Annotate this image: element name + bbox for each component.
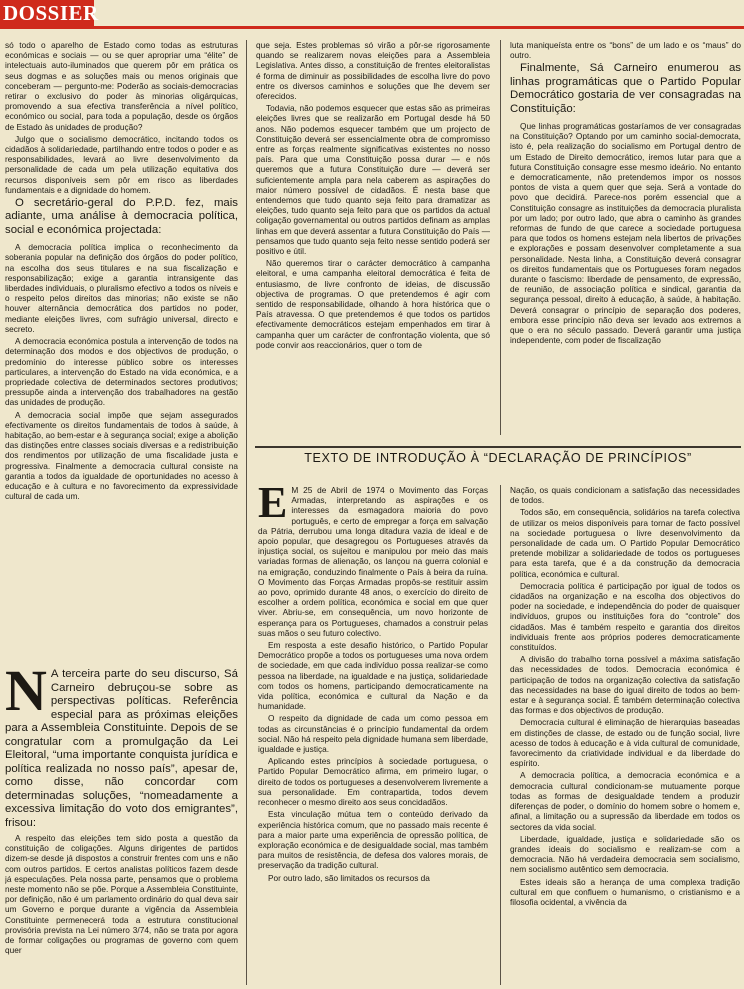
- column-divider: [500, 40, 501, 435]
- column-divider: [246, 40, 247, 985]
- paragraph: Democracia cultural é eliminação de hierarquias baseadas em distinções de classe, de estado ou de função social, livre acesso de todos à educação e à vida cultural de comunidade, favorecimento da criatividade individual e da liberdade do espírito.: [510, 717, 740, 769]
- drop-cap: E: [258, 485, 288, 527]
- paragraph: só todo o aparelho de Estado como todas as estruturas económicas e sociais — ou se quer apropriar uma “élite” de intelectuais auto-iluminados que querem pôr em prática os seus dogmas e as soluções mais ou menos originais que conceberam — pergunto-me: Poderão as sociais-democracias retirar o exclusivo do poder às minorias oligárquicas, promovendo a sua efectiva transferência a nível político, económico ou social, para toda a população, desde os órgãos de Estado às unidades de produção?: [5, 40, 238, 132]
- paragraph: Que linhas programáticas gostaríamos de ver consagradas na Constituição? Optando por um caminho social-democrata, isto é, pela realização do socialismo em Portugal dentro de um Estado de Direito democrático, iremos lutar para que a futura Constituição consagre esse mesmo ideário. No entanto e democraticamente, não pretendemos impor os nossos pontos de vista a quem quer que seja. Será a vontade do povo que decidirá. Parece-nos porém essencial que a Constituição consagre as instituições da democracia pluralista por um lado; por outro lado, que abra o caminho às grandes reformas de fundo de que carece a sociedade portuguesa para que todos os homens estejam nela libertos de privações e explorações e possam desenvolver completamente a sua personalidade. Nesta linha, a Constituição deverá consagrar os direitos fundamentais que os Portugueses foram negados durante o fascismo: liberdade de pensamento, de expressão, de reunião, de associação política e sindical, garantia da segurança pessoal, direito à educação, à saúde, à habitação. Deverá consagrar o princípio de separação dos poderes, embora esse princípio não deva ser levado aos extremos a que o era no século passado. Deverá garantir uma justiça independente, com poder de fiscalização: [510, 121, 741, 346]
- article-column-1b: [5, 833, 238, 987]
- paragraph: luta maniqueísta entre os “bons” de um lado e os “maus” do outro.: [510, 40, 741, 61]
- paragraph: A democracia política, a democracia económica e a democracia cultural condicionam-se mutuamente porque todas as formas de desigualdade tendem a produzir diferenças de poder, o domínio do homem sobre o homem e, afinal, a limitação ou a supressão da liberdade em todos os sectores da vida social.: [510, 770, 740, 832]
- paragraph: A democracia social impõe que sejam assegurados efectivamente os direitos fundamentais de todos à saúde, à habitação, ao bem-estar e à segurança social; exige a abolição das distinções entre classes sociais diversas e a redistribuição dos rendimentos por utilização de uma fiscalidade justa e progressiva. Finalmente a democracia cultural consiste na garantia a todos da igualdade de oportunidades no acesso à educação e à cultura e no favorecimento da expressividade cultural de cada um.: [5, 409, 238, 502]
- box-title: TEXTO DE INTRODUÇÃO À “DECLARAÇÃO DE PRINCÍPIOS”: [304, 451, 692, 465]
- lead-paragraph: O secretário-geral do P.P.D. fez, mais adiante, uma análise à democracia política, social e económica projectada:: [5, 197, 238, 236]
- paragraph: Por outro lado, são limitados os recursos da: [268, 872, 430, 883]
- column-divider: [500, 485, 501, 985]
- paragraph: que seja. Estes problemas só virão a pôr-se rigorosamente quando se realizarem novas eleições para a Assembleia Legislativa. Antes disso, a constituição de frentes eleitoralistas é forma de diminuir as possibilidades de escolha livre do povo entre os diversos caminhos e soluções que lhe devem ser oferecidos.: [256, 40, 490, 102]
- article-column-3: [510, 40, 741, 433]
- paragraph: Todos são, em consequência, solidários na tarefa colectiva de utilizar os meios disponíveis para tornar de facto possível na sociedade portuguesa o livre desenvolvimento da personalidade de cada um. O Partido Popular Democrático pretende mobilizar a solidariedade de todos os portugueses para esta tarefa, que é a da construção da democracia política, económica e cultural.: [510, 507, 740, 579]
- paragraph: Em resposta a este desafio histórico, o Partido Popular Democrático propõe a todos os portugueses uma nova ordem de sociedade, em que cada indivíduo possa realizar-se como pessoa na liberdade, na igualdade e na justiça, solidariedade com todos os homens, participando democraticamente na vida política, económica e cultural da Nação e da humanidade.: [258, 640, 488, 712]
- paragraph: A divisão do trabalho torna possível a máxima satisfação das necessidades de todos. Democracia económica é participação de todos na organização colectiva da satisfação das necessidades na base do igual direito de todos ao bem-estar e à segurança social. É também determinação colectiva das formas e dos objectivos de produção.: [510, 654, 740, 716]
- paragraph: A democracia política implica o reconhecimento da soberania popular na definição dos órgãos do poder político, na escolha dos seus titulares e na sua fiscalização e responsabilização; exige a garantia intransigente das liberdades individuais, o pluralismo efectivo a todos os níveis e o respeito pelos direitos das minorias; não existe se não houver alternância democrática dos partidos no poder, mediante eleições livres, com sufrágio universal, directo e secreto.: [5, 242, 238, 334]
- drop-cap: N: [5, 658, 47, 723]
- paragraph: Democracia política é participação por igual de todos os cidadãos na organização e na escolha dos objectivos do poder na sociedade, e independência do poder de quaisquer indivíduos, grupos ou instituições fora do “controle” dos cidadãos. Mas é também respeito e garantia dos direitos individuais frente aos próprios poderes democraticamente constituídos.: [510, 580, 740, 653]
- article-column-2: [256, 40, 490, 433]
- paragraph: O respeito da dignidade de cada um como pessoa em todas as circunstâncias é o princípio fundamental da ordem social. Não há respeito pela dignidade humana sem liberdade, igualdade e justiça.: [258, 713, 488, 755]
- paragraph: Esta vinculação mútua tem o conteúdo derivado da experiência histórica comum, que no passado mais recente é para a maior parte uma experiência de opressão política, de exploração económica e de desigualdade social, mas também para muitos de resistência, de defesa dos valores morais, de preservação da tradição cultural.: [258, 809, 488, 871]
- paragraph: A democracia económica postula a intervenção de todos na determinação dos modos e dos objectivos de produção, o predomínio do interesse público sobre os interesses particulares, a intervenção do Estado na vida económica, e a propriedade colectiva de determinados sectores produtivos; pressupõe ainda a intervenção dos trabalhadores na gestão das unidades de produção.: [5, 336, 238, 408]
- paragraph: E M 25 de Abril de 1974 o Movimento das Forças Armadas, interpretando as aspirações e os interesses da esmagadora maioria do povo português, e certo de empregar a força em salvação da Pátria, derrubou uma longa ditadura vazia de ideal e de apoio popular, que desagregou os Portugueses através da injustiça social, os sujeitou e manipulou por meio das mais variadas formas de alienação, os lançou na guerra colonial e na emigração, conduzindo finalmente o País à beira da ruína. O Movimento das Forças Armadas propôs-se restituir assim ao povo, oprimido durante 48 anos, o exercício do direito de escolher a ordem política, económica e social em que quer viver. Abriu-se, em consequência, um novo horizonte de esperança para os Portugueses, chamados a construir pelas suas mãos o seu futuro colectivo.: [258, 485, 488, 638]
- paragraph: Nação, os quais condicionam a satisfação das necessidades de todos.: [510, 485, 740, 506]
- paragraph: Liberdade, igualdade, justiça e solidariedade são os grandes ideais do socialismo e realizam-se com a democracia. Não há verdadeira democracia sem socialismo, nem socialismo autêntico sem democracia.: [510, 833, 740, 875]
- article-column-1: [5, 40, 238, 553]
- paragraph: Julgo que o socialismo democrático, incitando todos os cidadãos à solidariedade, partilhando entre todos o poder e as responsabilidades, levará ao livre desenvolvimento da personalidade de cada um pela utilização equitativa dos recursos disponíveis sem pôr em risco as liberdades fundamentais e a dignidade do homem.: [5, 133, 238, 195]
- section-header-dossier: DOSSIER: [0, 0, 94, 26]
- declaration-intro-box: [255, 446, 741, 989]
- paragraph: Aplicando estes princípios à sociedade portuguesa, o Partido Popular Democrático afirma, em primeiro lugar, o direito de todos os portugueses a desenvolverem livremente a sua personalidade. Em contrapartida, todos devem reconhecer o mesmo direito aos seus concidadãos.: [258, 756, 488, 808]
- paragraph: Estes ideais são a herança de uma complexa tradição cultural em que confluem o humanismo, o cristianismo e a filosofia ocidental, a vivência da: [510, 876, 740, 907]
- paragraph: Todavia, não podemos esquecer que estas são as primeiras eleições livres que se realizarão em Portugal desde há 50 anos. Não podemos esquecer também que um projecto de Constituição deverá ser essencialmente obra de compromisso entre as forças realmente significativas existentes no nosso país. Para que uma Constituição possa durar — e nós queremos que a futura Constituição dure — deverá ser suficientemente ampla para nela caberem as aspirações do maior número possível de cidadãos. É nesta base que entendemos que tudo quanto seja feito para dramatizar as eleições, tudo quanto seja feito para que os partidos da actual coligação governamental ou outros partidos definam as amplas linhas em que deverá assentar a futura Constituição do País — pensamos que tudo quanto seja feito nesse sentido poderá ser positivo e útil.: [256, 103, 490, 257]
- paragraph: Não queremos tirar o carácter democrático à campanha eleitoral, e uma campanha eleitoral democrática é feita de entusiasmo, de livre confronto de ideias, de discussão objectiva de programas. O que pretendemos é agir com sentido de responsabilidade, olhando à hora histórica que o País atravessa. O que pretendemos é que todos os partidos efectivamente democráticos estejam empenhados em tirar à campanha quer um carácter de confrontação violenta, que só pode convir aos reaccionários, quer o tom de: [256, 258, 490, 350]
- header-rule: [0, 26, 744, 29]
- lead-paragraph: A terceira parte do seu discurso, Sá Carneiro debruçou-se sobre as perspectivas políticas. Referência especial para as próximas eleições para a Assembleia Constituinte. Depois de se congratular com a promulgação da Lei Eleitoral, “uma importante conquista jurídica e política realizada no nosso país”, apesar de, como disse, não concordar com determinadas soluções, “nomeadamente a excessiva limitação do voto dos emigrantes”, frisou:: [5, 668, 238, 829]
- section-intro-block: [5, 658, 238, 830]
- box-column-1: [258, 485, 488, 989]
- box-column-2: [510, 485, 740, 989]
- lead-paragraph: Finalmente, Sá Carneiro enumerou as linhas programáticas que o Partido Popular Democrático gostaria de ver consagradas na Constituição:: [510, 62, 741, 115]
- paragraph: A respeito das eleições tem sido posta a questão da constituição de coligações. Alguns dirigentes de partidos dizem-se desde já dispostos a construir frentes com uns e não com outros partidos. E certos analistas políticos fazem desde já especulações. Pela nossa parte, pensamos que o problema neste momento não se põe. Porque a Assembleia Constituinte, por definição, não é um parlamento ordinário do qual deva sair um Governo e porque durante a vigência da Assembleia Constituinte permenecerá toda a estrutura constitucional provisória prevista na Lei número 3/74, não se trata por agora de formar coligações ou programas de governo com quem quer: [5, 833, 238, 956]
